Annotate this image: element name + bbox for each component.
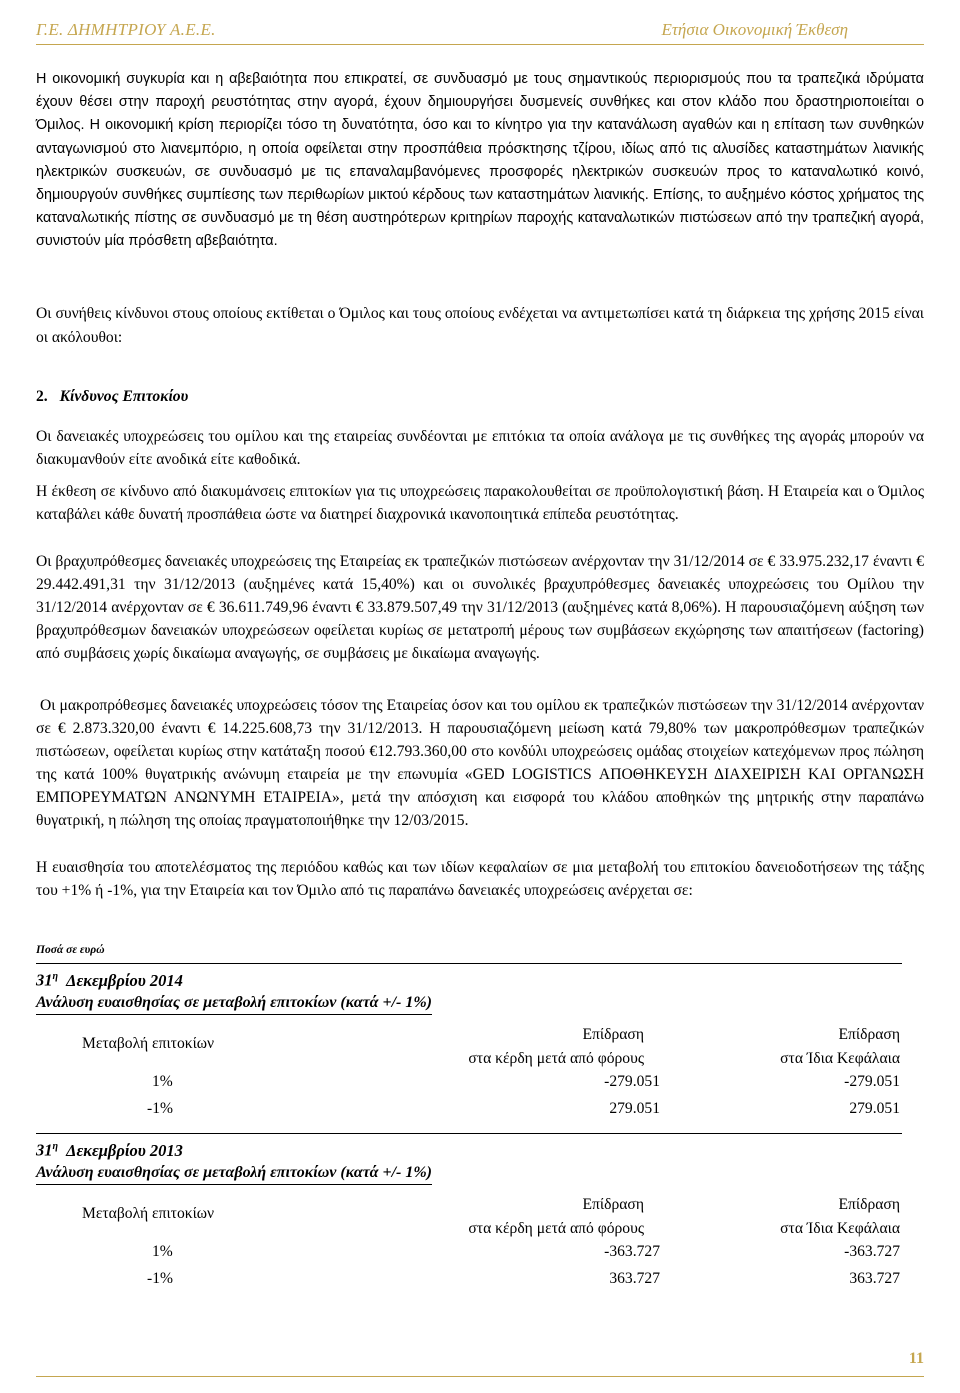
col-header-profit: [468, 1023, 644, 1071]
risks-intro: [36, 302, 924, 350]
company-name: Γ.Ε. ΔΗΜΗΤΡΙΟΥ Α.Ε.Ε.: [36, 20, 216, 39]
intro-paragraph: [36, 68, 924, 254]
body-paragraph-4: [36, 694, 924, 832]
section-title: Κίνδυνος Επιτοκίου: [59, 388, 189, 405]
body-paragraph-2: [36, 480, 924, 526]
body-text-1: Οι δανειακές υποχρεώσεις του ομίλου και της εταιρείας συνδέονται με επιτόκια τα οποία ανάλογα με τις συνθήκες της αγοράς μπορούν να διακυμανθούν είτε ανοδικά είτε καθοδικά.: [36, 428, 924, 468]
cell-equity: -279.051: [844, 1072, 900, 1090]
cell-equity: 363.727: [849, 1269, 900, 1287]
table-header-row: [36, 1023, 902, 1071]
footer-rule: [36, 1376, 924, 1377]
cell-profit: 363.727: [609, 1269, 660, 1287]
body-paragraph-5: [36, 856, 924, 902]
body-paragraph-1: [36, 425, 924, 471]
section-number: 2.: [36, 388, 48, 405]
table-header-row: [36, 1193, 902, 1241]
table-day-suffix: η: [52, 971, 58, 982]
risks-intro-text: Οι συνήθεις κίνδυνοι στους οποίους εκτίθεται ο Όμιλος και τους οποίους ενδέχεται να αντιμετωπίσει κατά τη διάρκεια της χρήσης 2015 είναι οι ακόλουθοι:: [36, 305, 924, 346]
col-header-profit-line1: Επίδραση: [582, 1195, 644, 1213]
body-text-4: Οι μακροπρόθεσμες δανειακές υποχρεώσεις τόσον της Εταιρείας όσον και του ομίλου εκ τραπεζικών πιστώσεων την 31/12/2014 ανέρχονταν σε € 2.873.320,00 έναντι € 14.225.608,73 την 31/12/2013. Η παρουσιαζόμενη μείωση κατά 79,80% των μακροπρόθεσμων τραπεζικών πιστώσεων, οφείλεται κυρίως στην κατάταξη ποσού €12.793.360,00 στο κονδύλι υποχρεώσεις ομάδας στοιχείων κατεχόμενων προς πώληση της κατά 100% θυγατρικής ανώνυμη εταιρεία με την επωνυμία «GED LOGISTICS ΑΠΟΘΗΚΕΥΣΗ ΔΙΑΧΕΙΡΙΣΗ ΚΑΙ ΟΡΓΑΝΩΣΗ ΕΜΠΟΡΕΥΜΑΤΩΝ ΑΝΩΝΥΜΗ ΕΤΑΙΡΕΙΑ», μετά την απόσχιση και εισφορά του κλάδου αποθηκών της μητρικής στην παραπάνω θυγατρική, η πώληση της οποίας πραγματοποιήθηκε την 12/03/2015.: [36, 697, 924, 829]
section-heading: [36, 388, 188, 406]
table-subtitle: Ανάλυση ευαισθησίας σε μεταβολή επιτοκίων (κατά +/- 1%): [36, 1162, 432, 1185]
table-subtitle: Ανάλυση ευαισθησίας σε μεταβολή επιτοκίων (κατά +/- 1%): [36, 992, 432, 1015]
table-title: [36, 964, 902, 992]
col-header-equity: [780, 1193, 900, 1241]
col-header-equity-line2: στα Ίδια Κεφάλαια: [780, 1049, 900, 1067]
intro-text: Η οικονομική συγκυρία και η αβεβαιότητα που επικρατεί, σε συνδυασμό με τους σημαντικούς περιορισμούς που τα τραπεζικά ιδρύματα έχουν θέσει στην παροχή ρευστότητας στην αγορά, έχουν δημιουργήσει δυσμενείς συνθήκες και στον κλάδο που δραστηριοποιείται ο Όμιλος. Η οικονομική κρίση περιορίζει τόσο τη δυνατότητα, όσο και το κίνητρο για την κατανάλωση αγαθών και η επίταση των συνθηκών ανταγωνισμού στο λιανεμπόριο, η οποία οφείλεται στην προσπάθεια πρόσκτησης τζίρου, ιδίως από τις αλυσίδες καταστημάτων λιανικής ηλεκτρικών συσκευών, σε συνδυασμό με τις επαναλαμβανόμενες προσφορές ηλεκτρικών συσκευών προς το καταναλωτικό κοινό, δημιουργούν συνθήκες συμπίεσης των περιθωρίων μικτού κέρδους των καταστημάτων λιανικής. Επίσης, το αυξημένο κόστος χρήματος της καταναλωτικής πίστης σε συνδυασμό με τη θέση αυστηρότερων κριτηρίων παροχής καταναλωτικών πιστώσεων από την τραπεζική αγορά, συνιστούν μία πρόσθετη αβεβαιότητα.: [36, 71, 924, 250]
report-title: Ετήσια Οικονομική Έκθεση: [661, 20, 848, 39]
col-header-profit-line2: στα κέρδη μετά από φόρους: [468, 1049, 644, 1067]
col-header-change: Μεταβολή επιτοκίων: [82, 1034, 215, 1052]
cell-change: 1%: [152, 1072, 173, 1090]
col-header-equity-line1: Επίδραση: [838, 1025, 900, 1043]
col-header-change: Μεταβολή επιτοκίων: [82, 1204, 215, 1222]
cell-change: 1%: [152, 1242, 173, 1260]
table-day-suffix: η: [52, 1141, 58, 1152]
page-number: 11: [908, 1350, 924, 1367]
cell-profit: -279.051: [604, 1072, 660, 1090]
amounts-note: Ποσά σε ευρώ: [36, 944, 105, 956]
col-header-equity-line2: στα Ίδια Κεφάλαια: [780, 1219, 900, 1237]
table-day: 31: [36, 970, 53, 990]
col-header-profit-line1: Επίδραση: [582, 1025, 644, 1043]
page-header: [0, 0, 960, 44]
table-day: 31: [36, 1140, 53, 1160]
col-header-equity-line1: Επίδραση: [838, 1195, 900, 1213]
cell-profit: -363.727: [604, 1242, 660, 1260]
table-row: [36, 1098, 902, 1125]
table-period: Δεκεμβρίου 2014: [66, 970, 183, 990]
sensitivity-table-2014: [36, 963, 902, 1125]
header-rule: [36, 44, 924, 45]
table-row: [36, 1241, 902, 1268]
body-text-3: Οι βραχυπρόθεσμες δανειακές υποχρεώσεις της Εταιρείας εκ τραπεζικών πιστώσεων ανέρχονταν την 31/12/2014 σε € 33.975.232,17 έναντι € 29.442.491,31 την 31/12/2013 (αυξημένες κατά 15,40%) και οι συνολικές βραχυπρόθεσμες δανειακές υποχρεώσεις του Ομίλου την 31/12/2014 ανέρχονταν σε € 36.611.749,96 έναντι € 33.879.507,49 την 31/12/2013 (αυξημένες κατά 8,06%). Η παρουσιαζόμενη αύξηση των βραχυπρόθεσμων δανειακών υποχρεώσεων οφείλεται κυρίως σε μετατροπή μέρους των συμβάσεων εκχώρησης των απαιτήσεων (factoring) από συμβάσεις χωρίς δικαίωμα αναγωγής, σε συμβάσεις με δικαίωμα αναγωγής.: [36, 553, 924, 662]
table-period: Δεκεμβρίου 2013: [66, 1140, 183, 1160]
cell-profit: 279.051: [609, 1099, 660, 1117]
col-header-profit: [468, 1193, 644, 1241]
body-text-2: Η έκθεση σε κίνδυνο από διακυμάνσεις επιτοκίων για τις υποχρεώσεις παρακολουθείται σε προϋπολογιστική βάση. Η Εταιρεία και ο Όμιλος καταβάλει κάθε δυνατή προσπάθεια ώστε να διατηρεί διαχρονικά ικανοποιητικά επίπεδα ρευστότητας.: [36, 483, 924, 523]
table-title: [36, 1134, 902, 1162]
sensitivity-table-2013: [36, 1133, 902, 1295]
table-row: [36, 1268, 902, 1295]
body-paragraph-3: [36, 550, 924, 665]
col-header-equity: [780, 1023, 900, 1071]
cell-change: -1%: [147, 1099, 173, 1117]
col-header-profit-line2: στα κέρδη μετά από φόρους: [468, 1219, 644, 1237]
cell-equity: 279.051: [849, 1099, 900, 1117]
cell-equity: -363.727: [844, 1242, 900, 1260]
table-row: [36, 1071, 902, 1098]
body-text-5: Η ευαισθησία του αποτελέσματος της περιόδου καθώς και των ιδίων κεφαλαίων σε μια μεταβολή του επιτοκίου δανειοδοτήσεων της τάξης του +1% ή -1%, για την Εταιρεία και τον Όμιλο από τις παραπάνω δανειακές υποχρεώσεις ανέρχεται σε:: [36, 859, 924, 899]
cell-change: -1%: [147, 1269, 173, 1287]
